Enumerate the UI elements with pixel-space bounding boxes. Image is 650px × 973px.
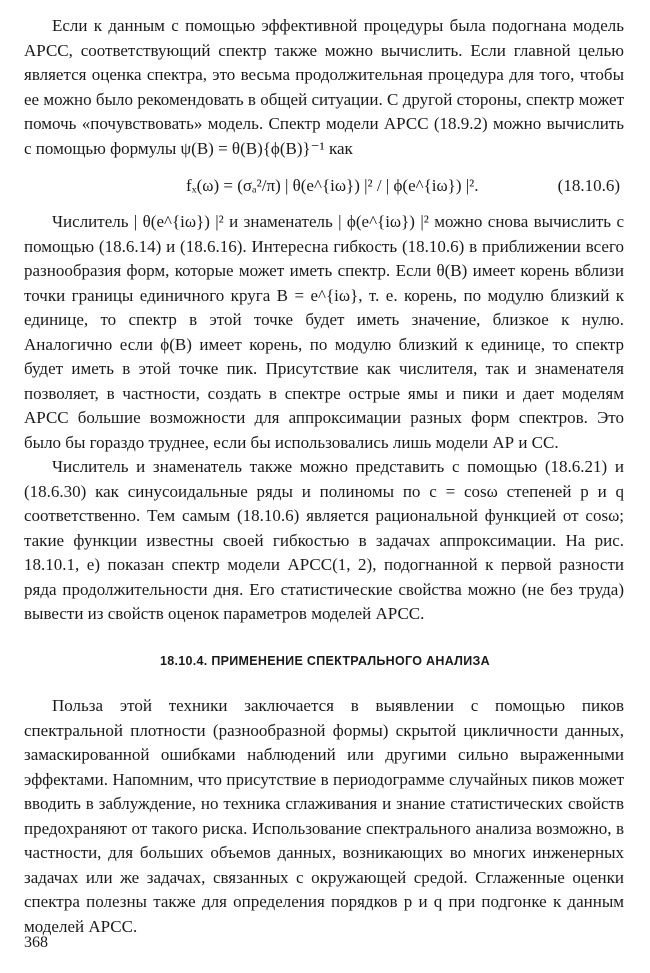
equation-18-10-6 <box>24 176 624 202</box>
paragraph-body <box>24 210 624 627</box>
section-heading: 18.10.4. ПРИМЕНЕНИЕ СПЕКТРАЛЬНОГО АНАЛИЗА <box>159 654 490 668</box>
paragraph-1: Если к данным с помощью эффективной процедуры была подогнана модель АРСС, соответствующий спектр также можно вычислить. Если главной целью является оценка спектра, это весьма продолжительная процедура для того, чтобы ее можно было рекомендовать в общей ситуации. С другой стороны, спектр может помочь «почувствовать» модель. Спектр модели АРСС (18.9.2) можно вычислить с помощью формулы ψ(B) = θ(B){ϕ(B)}⁻¹ как <box>24 16 624 158</box>
equation-expression: fₓ(ω) = (σₐ²/π) | θ(e^{iω}) |² / | ϕ(e^{iω}) |². <box>186 176 479 195</box>
paragraph-intro <box>24 14 624 161</box>
equation-number: (18.10.6) <box>557 176 620 195</box>
paragraph-3: Числитель и знаменатель также можно представить с помощью (18.6.21) и (18.6.30) как синусоидальные ряды и полиномы по c = cosω степеней p и q соответственно. Тем самым (18.10.6) является рациональной функцией от cosω; такие функции известны своей гибкостью в задачах аппроксимации. На рис. 18.10.1, e) показан спектр модели АРСС(1, 2), подогнанной к первой разности ряда продолжительности дня. Его статистические свойства можно (не без труда) вывести из свойств оценок параметров моделей АРСС. <box>24 457 624 623</box>
page-number: 368 <box>24 934 48 951</box>
paragraph-4: Польза этой техники заключается в выявлении с помощью пиков спектральной плотности (разнообразной формы) скрытой цикличности данных, замаскированной ошибками наблюдений или другими сильно выраженными эффектами. Напомним, что присутствие в периодограмме случайных пиков может вводить в заблуждение, но техника сглаживания и знание статистических свойств предохраняют от такого риска. Использование спектрального анализа возможно, в частности, для больших объемов данных, возникающих во многих инженерных задачах или же задачах, связанных с окружающей средой. Сглаженные оценки спектра полезны также для определения порядков p и q при подгонке к данным моделей АРСС. <box>24 696 624 936</box>
paragraph-2: Числитель | θ(e^{iω}) |² и знаменатель | ϕ(e^{iω}) |² можно снова вычислить с помощью (18.6.14) и (18.6.16). Интересна гибкость (18.10.6) в приближении всего разнообразия форм, которые может иметь спектр. Если θ(B) имеет корень вблизи точки границы единичного круга B = e^{iω}, т. е. корень, по модулю близкий к единице, то спектр в этой точке будет иметь значение, близкое к нулю. Аналогично если ϕ(B) имеет корень, по модулю близкий к единице, то спектр будет иметь в этой точке пик. Присутствие как числителя, так и знаменателя позволяет, в частности, создать в спектре острые ямы и пики и дает моделям АРСС большие возможности для аппроксимации разных форм спектров. Это было бы гораздо труднее, если бы использовались лишь модели АР и СС. <box>24 212 624 452</box>
paragraph-section <box>24 694 624 939</box>
